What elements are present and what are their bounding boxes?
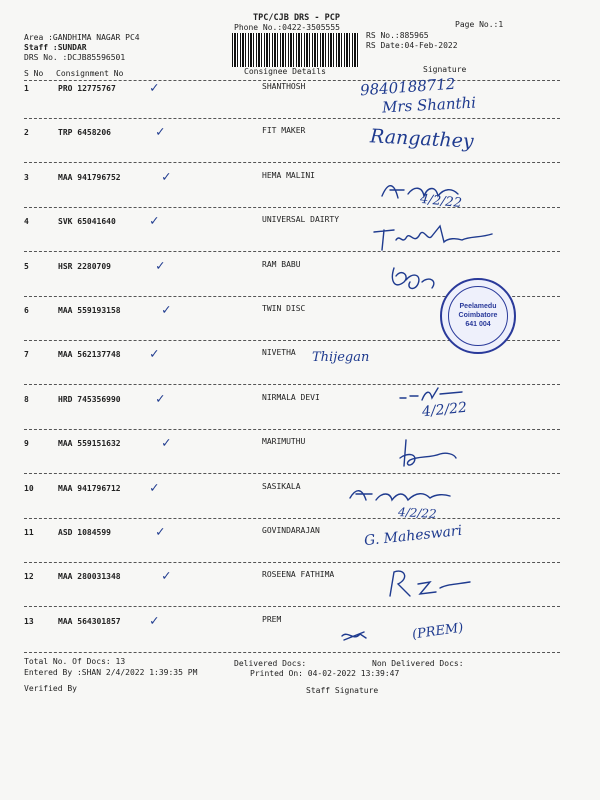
phone-number: Phone No.:0422-3505555 — [234, 23, 340, 32]
check-mark-icon: ✓ — [156, 257, 165, 274]
col-signature: Signature — [423, 65, 467, 74]
row-consignment-no: PRO 12775767 — [58, 84, 116, 93]
handwritten-signature-row2: Rangathey — [369, 125, 475, 153]
stamp-line3: 641 004 — [465, 321, 491, 328]
non-delivered-docs: Non Delivered Docs: — [372, 659, 464, 668]
row-consignee: UNIVERSAL DAIRTY — [262, 215, 340, 225]
check-mark-icon: ✓ — [156, 390, 165, 407]
stamp-text — [442, 302, 514, 329]
col-consignment: Consignment No — [56, 69, 124, 78]
row-divider — [24, 562, 560, 563]
handwritten-signature-row11: G. Maheswari — [363, 522, 463, 550]
row-sno: 5 — [24, 261, 29, 271]
col-sno: S No — [24, 69, 44, 78]
row-consignment-no: MAA 280031348 — [58, 572, 121, 582]
entered-by: Entered By :SHAN 2/4/2022 1:39:35 PM — [24, 668, 198, 677]
check-mark-icon: ✓ — [150, 213, 159, 230]
check-mark-icon: ✓ — [150, 479, 159, 496]
row-sno: 13 — [24, 616, 34, 626]
signature-scribble-row12 — [384, 566, 474, 602]
handwritten-date-row8: 4/2/22 — [421, 399, 468, 421]
handwritten-signature-row13: (PREM) — [411, 620, 465, 643]
row-consignment-no: MAA 559151632 — [58, 439, 121, 449]
delivered-docs: Delivered Docs: — [234, 659, 307, 668]
drs-number: DRS No. :DCJB85596501 — [24, 53, 126, 62]
row-consignee: MARIMUTHU — [262, 437, 306, 447]
row-consignment-no: MAA 562137748 — [58, 350, 121, 360]
row-sno: 10 — [24, 483, 34, 493]
row-consignee: RAM BABU — [262, 259, 301, 269]
row-consignee: FIT MAKER — [262, 126, 306, 136]
row-consignment-no: TRP 6458206 — [58, 128, 111, 138]
check-mark-icon: ✓ — [156, 124, 165, 141]
row-sno: 7 — [24, 350, 29, 360]
row-consignee: HEMA MALINI — [262, 170, 315, 180]
signature-scribble-row3 — [378, 178, 498, 208]
rs-date: RS Date:04-Feb-2022 — [366, 41, 458, 50]
row-sno: 6 — [24, 306, 29, 315]
signature-scribble-row9 — [396, 436, 460, 472]
col-consignee: Consignee Details — [244, 67, 326, 76]
doc-title: TPC/CJB DRS - PCP — [253, 13, 340, 23]
page-number: Page No.:1 — [455, 20, 504, 29]
row-sno: 4 — [24, 217, 29, 227]
row-sno: 1 — [24, 84, 29, 93]
row-sno: 8 — [24, 394, 29, 404]
row-divider — [24, 473, 560, 474]
check-mark-icon: ✓ — [150, 80, 159, 96]
row-consignment-no: MAA 559193158 — [58, 306, 121, 315]
row-divider — [24, 518, 560, 519]
row-sno: 12 — [24, 572, 34, 582]
row-consignment-no: MAA 941796752 — [58, 172, 121, 182]
signature-scribble-row13 — [340, 628, 370, 644]
row-divider — [24, 429, 560, 430]
row-consignee: SHANTHOSH — [262, 82, 306, 91]
row-divider — [24, 118, 560, 119]
handwritten-phone: 9840188712 — [359, 74, 456, 100]
signature-scribble-row4 — [370, 220, 500, 254]
row-consignee: PREM — [262, 614, 282, 624]
row-divider — [24, 384, 560, 385]
check-mark-icon: ✓ — [150, 612, 159, 629]
row-consignment-no: SVK 65041640 — [58, 217, 116, 227]
signature-scribble-row8 — [396, 384, 476, 410]
row-consignment-no: MAA 941796712 — [58, 483, 121, 493]
row-sno: 9 — [24, 439, 29, 449]
row-consignee: SASIKALA — [262, 481, 301, 491]
check-mark-icon: ✓ — [156, 524, 165, 540]
row-consignee: ROSEENA FATHIMA — [262, 570, 335, 580]
row-consignment-no: HRD 745356990 — [58, 394, 121, 404]
row-consignee: GOVINDARAJAN — [262, 526, 320, 535]
row-consignee: NIRMALA DEVI — [262, 392, 320, 402]
company-stamp — [440, 278, 516, 354]
row-sno: 3 — [24, 172, 29, 182]
check-mark-icon: ✓ — [150, 346, 159, 363]
header-divider — [24, 80, 560, 81]
row-consignee: TWIN DISC — [262, 304, 306, 313]
row-consignment-no: ASD 1084599 — [58, 528, 111, 537]
check-mark-icon: ✓ — [162, 302, 171, 318]
handwritten-signature-row1: Mrs Shanthi — [381, 93, 477, 117]
footer-divider — [24, 652, 560, 653]
verified-by: Verified By — [24, 684, 77, 693]
handwritten-date-row3: 4/2/22 — [419, 191, 463, 212]
row-divider — [24, 162, 560, 163]
row-sno: 2 — [24, 128, 29, 138]
stamp-line2: Coimbatore — [458, 312, 498, 319]
check-mark-icon: ✓ — [162, 168, 171, 185]
row-consignment-no: MAA 564301857 — [58, 616, 121, 626]
check-mark-icon: ✓ — [162, 435, 171, 452]
row-divider — [24, 606, 560, 607]
rs-number: RS No.:885965 — [366, 31, 429, 40]
staff-signature: Staff Signature — [306, 686, 379, 695]
area-label: Area :GANDHIMA NAGAR PC4 — [24, 33, 140, 42]
row-consignment-no: HSR 2280709 — [58, 261, 111, 271]
printed-on: Printed On: 04-02-2022 13:39:47 — [250, 669, 400, 678]
total-docs: Total No. Of Docs: 13 — [24, 657, 126, 666]
row-sno: 11 — [24, 528, 34, 537]
check-mark-icon: ✓ — [162, 568, 171, 585]
staff-label: Staff :SUNDAR — [24, 43, 87, 52]
signature-scribble-row5 — [388, 262, 448, 296]
barcode — [232, 33, 360, 67]
row-consignee: NIVETHA — [262, 348, 296, 358]
stamp-line1: Peelamedu — [459, 303, 497, 310]
handwritten-date-row10: 4/2/22 — [397, 504, 437, 522]
signature-scribble-row10 — [346, 484, 476, 510]
handwritten-name-row7: Thijegan — [312, 350, 370, 365]
